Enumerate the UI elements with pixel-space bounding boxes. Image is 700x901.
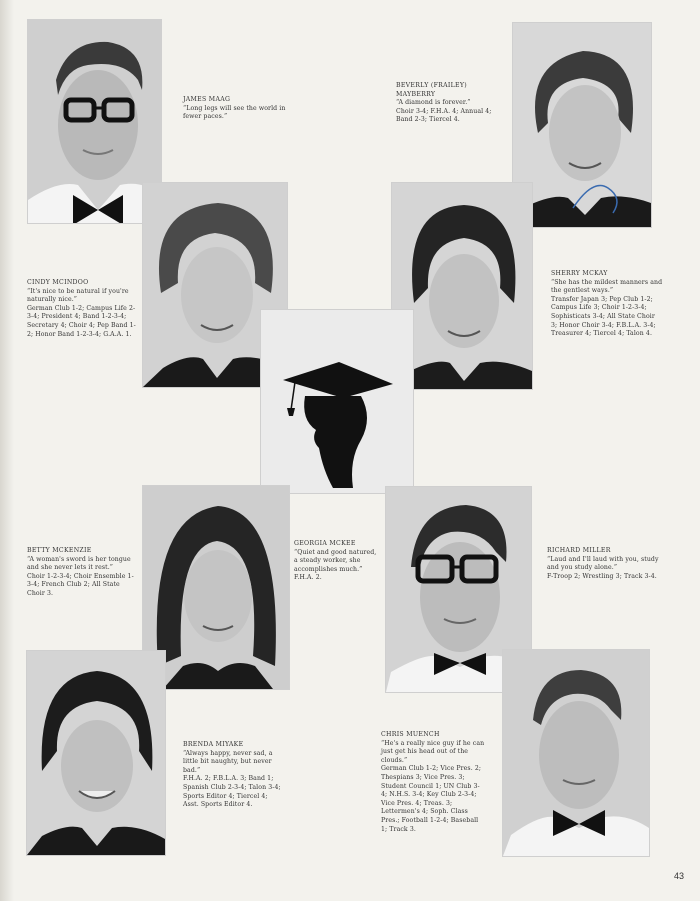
caption-brenda-miyake (183, 741, 283, 810)
portrait-chris-muench (503, 650, 649, 856)
caption-betty-mckenzie (27, 547, 139, 599)
student-activities: F-Troop 2; Wrestling 3; Track 3-4. (547, 572, 657, 580)
student-name: SHERRY MCKAY (551, 270, 608, 277)
student-name: GEORGIA MCKEE (294, 540, 356, 547)
student-quote: “A woman's sword is her tongue and she never lets it rest.” (27, 555, 131, 572)
caption-richard-miller (547, 547, 659, 581)
student-activities: German Club 1-2; Vice Pres. 2; Thespians 3; Vice Pres. 3; Student Council 1; UN Club 3-4; N.H.S. 3-4; Key Club 2-3-4; Vice Pres. 4; Treas. 3; Lettermen's 4; Soph. Class Pres.; Football 1-2-4; Baseball 1; Track 3. (381, 765, 482, 833)
student-name: CINDY MCINDOO (27, 279, 89, 286)
student-activities: F.H.A. 2; F.B.L.A. 3; Band 1; Spanish Club 2-3-4; Talon 3-4; Sports Editor 4; Tiercel 4; Asst. Sports Editor 4. (183, 775, 281, 809)
caption-beverly-mayberry (396, 82, 504, 125)
student-name: JAMES MAAG (183, 96, 231, 103)
caption-james-maag (183, 96, 293, 122)
portrait-beverly-mayberry (513, 23, 651, 227)
student-name: RICHARD MILLER (547, 547, 611, 554)
student-quote: “He's a really nice guy if he can just get his head out of the clouds.” (381, 739, 485, 764)
student-activities: Choir 3-4; F.H.A. 4; Annual 4; Band 2-3; Tiercel 4. (396, 107, 492, 124)
student-name: BRENDA MIYAKE (183, 741, 244, 748)
portrait-sherry-mckay (392, 183, 532, 389)
portrait-georgia-mckee-silhouette (261, 310, 413, 493)
page-gutter (0, 0, 14, 901)
student-activities: F.H.A. 2. (294, 574, 322, 582)
page-number: 43 (673, 871, 684, 881)
student-quote: “She has the mildest manners and the gentlest ways.” (551, 278, 663, 295)
caption-cindy-mcindoo (27, 279, 139, 339)
student-quote: “It's nice to be natural if you're naturally nice.” (27, 287, 129, 304)
portrait-brenda-miyake (27, 651, 165, 855)
student-quote: “Always happy, never sad, a little bit naughty, but never bad.” (183, 749, 273, 774)
caption-georgia-mckee (294, 540, 380, 583)
portrait-james-maag (28, 20, 161, 223)
student-activities: Transfer Japan 3; Pep Club 1-2; Campus Life 3; Choir 1-2-3-4; Sophisticats 3-4; All State Choir 3; Honor Choir 3-4; F.B.L.A. 3-4; Treasurer 4; Tiercel 4; Talon 4. (551, 295, 656, 338)
student-name: BETTY MCKENZIE (27, 547, 92, 554)
caption-sherry-mckay (551, 270, 663, 339)
student-quote: “Long legs will see the world in fewer paces.” (183, 104, 286, 121)
student-quote: “Laud and I'll laud with you, study and you study alone.” (547, 555, 659, 572)
caption-chris-muench (381, 731, 485, 834)
student-name: BEVERLY (FRAILEY) MAYBERRY (396, 82, 467, 98)
student-quote: “Quiet and good natured, a steady worker, she accomplishes much.” (294, 548, 377, 573)
student-activities: German Club 1-2; Campus Life 2-3-4; President 4; Band 1-2-3-4; Secretary 4; Choir 4; Pep Band 1-2; Honor Band 1-2-3-4; G.A.A. 1. (27, 304, 136, 338)
student-activities: Choir 1-2-3-4; Choir Ensemble 1-3-4; French Club 2; All State Choir 3. (27, 572, 134, 597)
student-name: CHRIS MUENCH (381, 731, 440, 738)
student-quote: “A diamond is forever.” (396, 99, 471, 107)
